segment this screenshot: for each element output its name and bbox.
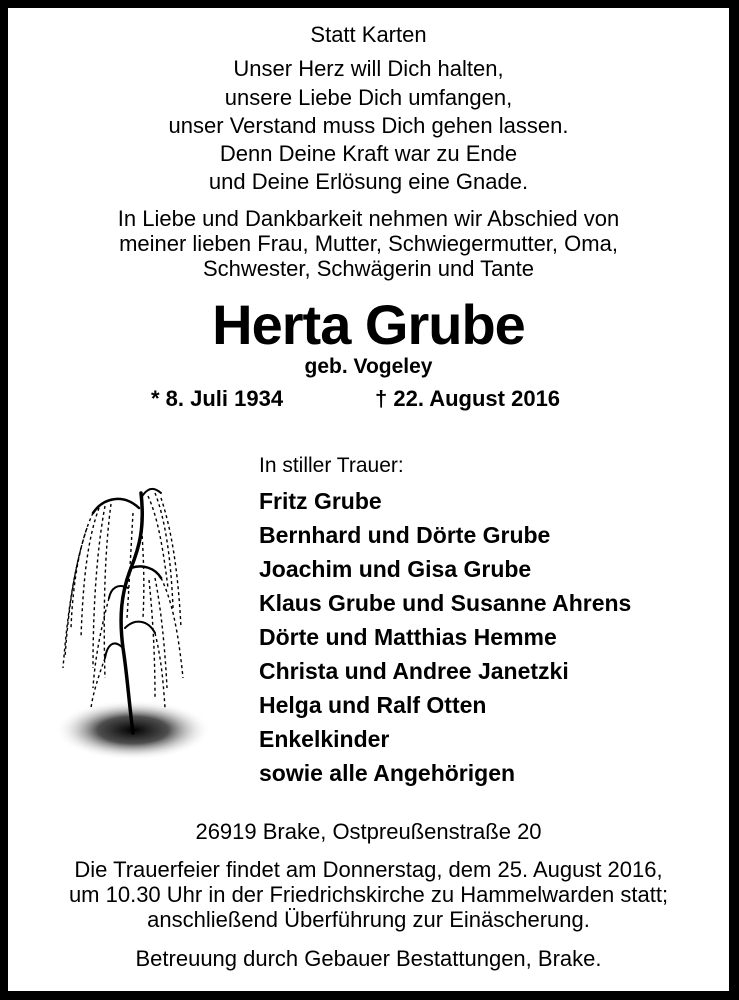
poem-line: unser Verstand muss Dich gehen lassen.	[168, 113, 569, 138]
intro-line: meiner lieben Frau, Mutter, Schwiegermutter, Oma,	[119, 231, 618, 256]
mourning-intro: In stiller Trauer:	[259, 454, 404, 477]
mourner-item: Christa und Andree Janetzki	[259, 658, 569, 684]
birth-date: * 8. Juli 1934	[151, 386, 284, 411]
mourner-item: Fritz Grube	[259, 488, 382, 514]
poem-line: und Deine Erlösung eine Gnade.	[208, 169, 529, 194]
mourner-item: Joachim und Gisa Grube	[259, 556, 532, 582]
death-date: † 22. August 2016	[375, 386, 561, 411]
mourner-item: sowie alle Angehörigen	[259, 760, 516, 786]
mourner-item: Enkelkinder	[259, 726, 390, 752]
ceremony-line: Die Trauerfeier findet am Donnerstag, dem 25. August 2016,	[74, 857, 663, 882]
maiden-name: geb. Vogeley	[304, 355, 433, 378]
mourner-item: Helga und Ralf Otten	[259, 692, 487, 718]
poem-line: Unser Herz will Dich halten,	[233, 56, 504, 81]
ceremony-line: um 10.30 Uhr in der Friedrichskirche zu Hammelwarden statt;	[68, 882, 669, 907]
obituary-notice	[8, 8, 729, 991]
address: 26919 Brake, Ostpreußenstraße 20	[195, 819, 542, 844]
intro-line: In Liebe und Dankbarkeit nehmen wir Abschied von	[117, 206, 620, 231]
poem-line: Denn Deine Kraft war zu Ende	[219, 141, 518, 166]
header-label: Statt Karten	[310, 22, 427, 47]
mourner-item: Klaus Grube und Susanne Ahrens	[259, 590, 632, 616]
ceremony-line: anschließend Überführung zur Einäscherung.	[147, 907, 590, 932]
mourner-item: Bernhard und Dörte Grube	[259, 522, 551, 548]
intro-line: Schwester, Schwägerin und Tante	[202, 256, 535, 281]
poem-line: unsere Liebe Dich umfangen,	[224, 85, 513, 110]
funeral-home: Betreuung durch Gebauer Bestattungen, Brake.	[135, 946, 602, 971]
mourners-list	[259, 484, 631, 790]
weeping-willow-tree-icon	[43, 468, 213, 768]
mourner-item: Dörte und Matthias Hemme	[259, 624, 557, 650]
deceased-name: Herta Grube	[212, 293, 525, 356]
